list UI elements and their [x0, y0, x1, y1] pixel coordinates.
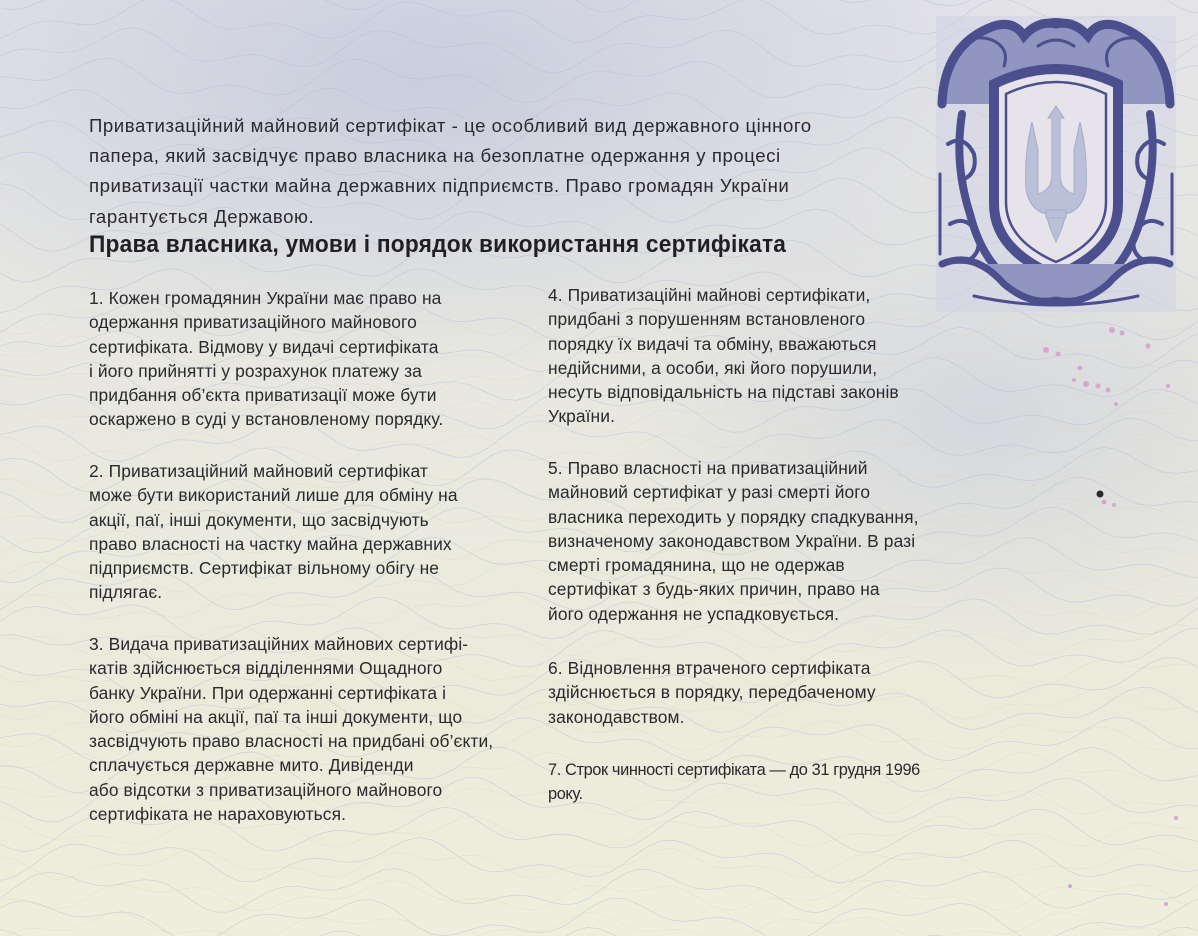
section-heading: Права власника, умови і порядок використання сертифіката [89, 231, 787, 258]
item-line: 2. Приватизаційний майновий сертифікат [89, 461, 428, 481]
rights-item-5 [548, 456, 919, 626]
item-line: катів здійснюється відділеннями Ощадного [89, 658, 443, 679]
guilloche-line [0, 0, 1198, 13]
item-line: недійсними, а особи, які його порушили, [548, 357, 878, 378]
item-line: року. [548, 785, 583, 804]
rights-item-4 [548, 283, 899, 429]
guilloche-line [0, 848, 1190, 879]
intro-line: гарантується Державою. [89, 205, 315, 227]
item-line: його одержання не успадковується. [548, 603, 840, 624]
item-line: законодавством. [548, 706, 685, 727]
item-line: акції, паї, інші документи, що засвідчують [89, 509, 429, 530]
item-line: придбані з порушенням встановленого [548, 309, 866, 330]
item-line: може бути використаний лише для обміну на [89, 485, 458, 506]
intro-line: папера, який засвідчує право власника на безоплатне одержання у процесі [89, 145, 781, 167]
item-line: України. [548, 406, 615, 427]
item-line: право власності на частку майна державних [89, 533, 452, 554]
item-line: 1. Кожен громадянин України має право на [89, 288, 442, 308]
rights-item-6 [548, 656, 876, 729]
intro-paragraph [89, 111, 949, 232]
item-line: порядку їх видачі та обміну, вважаються [548, 333, 877, 354]
item-line: і його прийнятті у розрахунок платежу за [89, 360, 422, 381]
item-line: здійснюється в порядку, передбаченому [548, 682, 876, 703]
item-line: 3. Видача приватизаційних майнових сертифі- [89, 634, 469, 654]
rights-item-3 [89, 632, 493, 826]
item-line: сертифіката не нараховуються. [89, 804, 347, 825]
item-line: сплачується державне мито. Дивіденди [89, 755, 414, 776]
guilloche-line [0, 869, 1198, 913]
item-line: 7. Строк чинності сертифіката — до 31 грудня 1996 [548, 761, 920, 779]
guilloche-line [0, 927, 1198, 936]
item-line: власника переходить у порядку спадкування, [548, 506, 919, 527]
item-line: майновий сертифікат у разі смерті його [548, 482, 871, 503]
guilloche-line [0, 880, 1190, 911]
item-line: 6. Відновлення втраченого сертифіката [548, 658, 871, 678]
item-line: смерті громадянина, що не одержав [548, 555, 845, 576]
item-line: його обміні на акції, паї та інші документи, що [89, 706, 463, 727]
intro-line: Приватизаційний майновий сертифікат - це особливий вид державного цінного [89, 115, 812, 136]
rights-item-2 [89, 459, 458, 605]
intro-line: приватизації частки майна державних підприємств. Право громадян України [89, 175, 790, 197]
item-line: 5. Право власності на приватизаційний [548, 458, 868, 478]
rights-item-1 [89, 286, 443, 432]
item-line: несуть відповідальність на підставі законів [548, 382, 899, 403]
rights-item-7 [548, 758, 920, 807]
guilloche-line [0, 898, 1198, 936]
guilloche-line [0, 838, 1198, 883]
item-line: визначеному законодавством України. В разі [548, 530, 916, 551]
item-line: оскаржено в суді у встановленому порядку. [89, 409, 444, 430]
item-line: одержання приватизаційного майнового [89, 312, 417, 333]
guilloche-line [0, 912, 1190, 936]
item-line: банку України. При одержанні сертифіката і [89, 682, 447, 703]
item-line: придбання об’єкта приватизації може бути [89, 385, 437, 406]
item-line: підлягає. [89, 582, 163, 603]
item-line: або відсотки з приватизаційного майнового [89, 779, 443, 800]
item-line: 4. Приватизаційні майнові сертифікати, [548, 285, 871, 305]
trident-coat-of-arms-icon [934, 14, 1178, 314]
item-line: сертифікат з будь-яких причин, право на [548, 579, 880, 600]
item-line: засвідчують право власності на придбані об’єкти, [89, 731, 494, 752]
item-line: сертифіката. Відмову у видачі сертифіката [89, 336, 439, 357]
item-line: підприємств. Сертифікат вільному обігу не [89, 558, 440, 579]
